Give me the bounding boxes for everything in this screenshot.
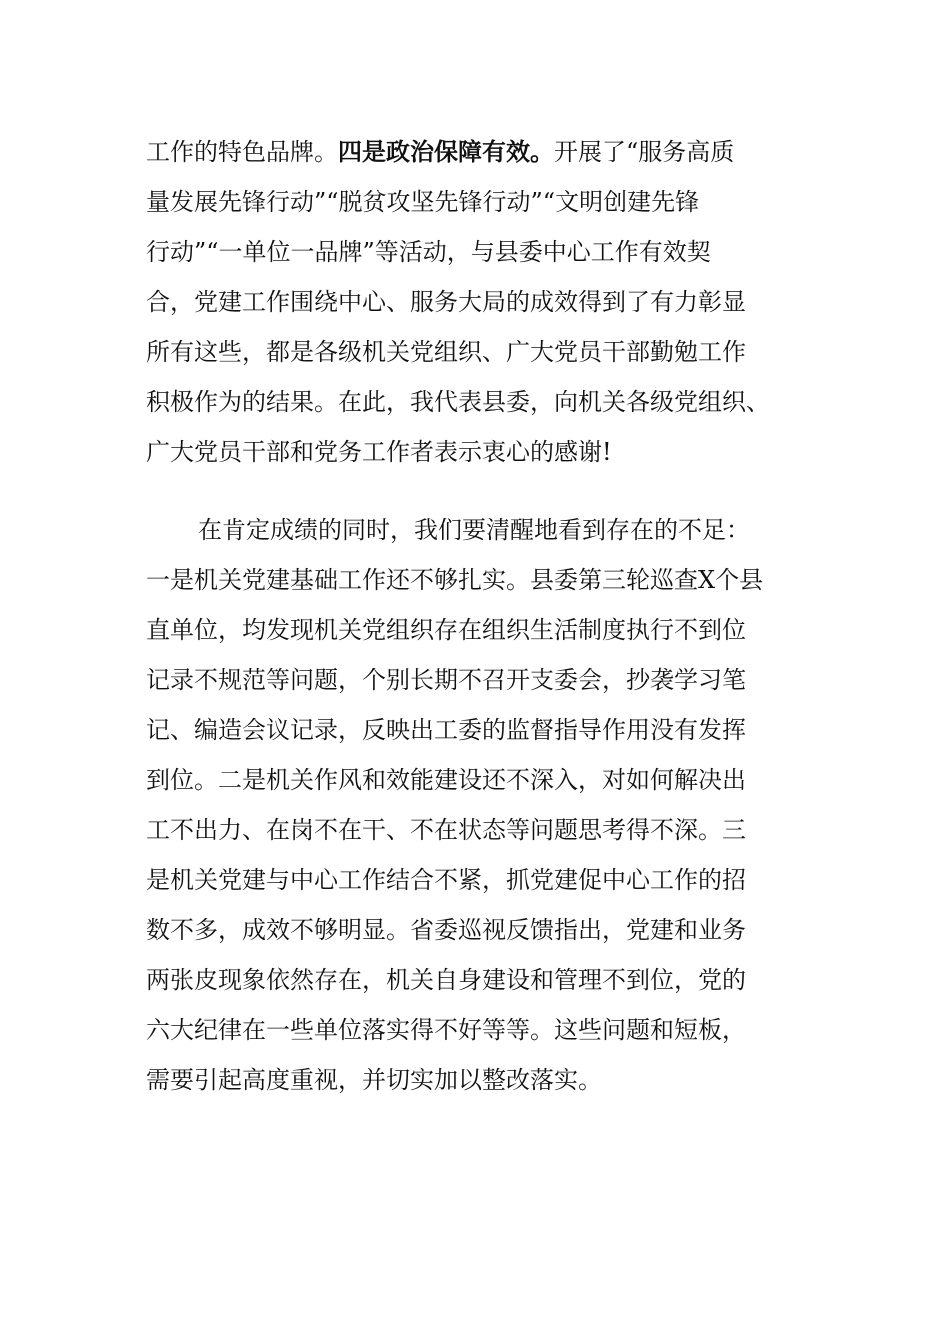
paragraph-2-line-3: 直单位，均发现机关党组织存在组织生活制度执行不到位: [146, 616, 746, 644]
paragraph-2-line-8: 是机关党建与中心工作结合不紧，抓党建促中心工作的招: [146, 866, 746, 894]
paragraph-2-line-7: 工不出力、在岗不在干、不在状态等问题思考得不深。三: [146, 816, 746, 844]
paragraph-2-line-2: 一是机关党建基础工作还不够扎实。县委第三轮巡查X个县: [146, 566, 764, 594]
paragraph-2-line-6: 到位。二是机关作风和效能建设还不深入，对如何解决出: [146, 766, 746, 794]
paragraph-2-line-10: 两张皮现象依然存在，机关自身建设和管理不到位，党的: [146, 966, 746, 994]
paragraph-2-line-4: 记录不规范等问题，个别长期不召开支委会，抄袭学习笔: [146, 666, 746, 694]
paragraph-1-line-1-post: 开展了“服务高质: [554, 138, 735, 166]
paragraph-2-line-9: 数不多，成效不够明显。省委巡视反馈指出，党建和业务: [146, 916, 746, 944]
paragraph-1-line-1-pre: 工作的特色品牌。: [146, 138, 338, 166]
paragraph-1-line-1: [146, 127, 734, 177]
paragraph-1-line-2: 量发展先锋行动”“脱贫攻坚先锋行动”“文明创建先锋: [146, 188, 700, 216]
paragraph-1-line-6: 积极作为的结果。在此，我代表县委，向机关各级党组织、: [146, 388, 770, 416]
paragraph-1-line-4: 合，党建工作围绕中心、服务大局的成效得到了有力彰显: [146, 288, 746, 316]
paragraph-2-line-11: 六大纪律在一些单位落实得不好等等。这些问题和短板，: [146, 1016, 746, 1044]
paragraph-2-line-12: 需要引起高度重视，并切实加以整改落实。: [146, 1066, 602, 1094]
paragraph-2-line-1: 在肯定成绩的同时，我们要清醒地看到存在的不足：: [198, 516, 750, 544]
paragraph-2-line-5: 记、编造会议记录，反映出工委的监督指导作用没有发挥: [146, 716, 746, 744]
paragraph-1-line-7: 广大党员干部和党务工作者表示衷心的感谢!: [146, 438, 612, 466]
paragraph-1-line-3: 行动”“一单位一品牌”等活动，与县委中心工作有效契: [146, 238, 711, 266]
paragraph-1-line-1-bold: 四是政治保障有效。: [338, 137, 554, 166]
paragraph-1-line-5: 所有这些，都是各级机关党组织、广大党员干部勤勉工作: [146, 338, 746, 366]
